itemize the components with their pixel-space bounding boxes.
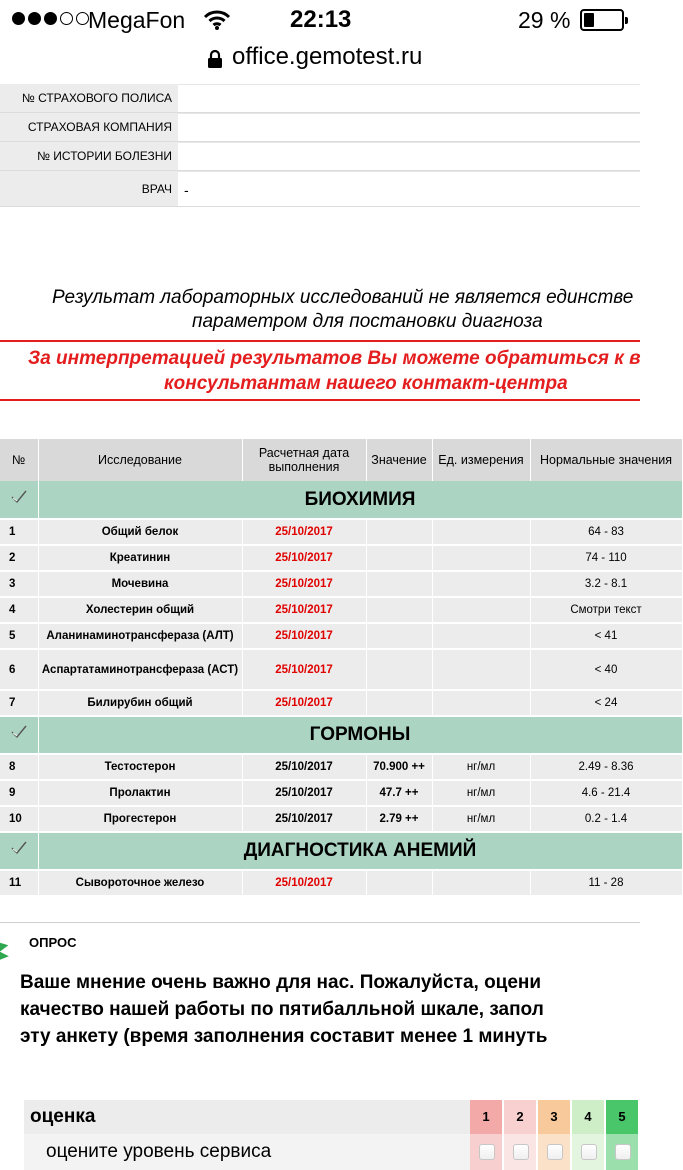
row-number: 10 xyxy=(0,806,38,832)
result-value: 70.900 ++ xyxy=(366,754,432,780)
normal-range: < 40 xyxy=(530,649,682,690)
info-row-policy xyxy=(0,84,640,113)
result-value: 47.7 ++ xyxy=(366,780,432,806)
disclaimer-note xyxy=(0,287,640,337)
result-unit: нг/мл xyxy=(432,806,530,832)
due-date: 25/10/2017 xyxy=(242,519,366,545)
normal-range: 64 - 83 xyxy=(530,519,682,545)
rating-cell xyxy=(504,1134,538,1170)
table-row xyxy=(0,623,682,649)
disclaimer-line: Результат лабораторных исследований не является единстве xyxy=(52,287,634,308)
due-date: 25/10/2017 xyxy=(242,571,366,597)
normal-range: 4.6 - 21.4 xyxy=(530,780,682,806)
row-number: 6 xyxy=(0,649,38,690)
study-name: Мочевина xyxy=(38,571,242,597)
table-row xyxy=(0,754,682,780)
result-value xyxy=(366,870,432,896)
normal-range: < 24 xyxy=(530,690,682,716)
info-row-doctor xyxy=(0,171,640,207)
survey-intro-line: качество нашей работы по пятибалльной шкале, запол xyxy=(20,999,544,1020)
study-name: Аспартатаминотрансфераза (АСТ) xyxy=(38,649,242,690)
rating-cell xyxy=(538,1134,572,1170)
checkmark-icon xyxy=(10,724,28,746)
row-number: 8 xyxy=(0,754,38,780)
info-value xyxy=(178,142,640,170)
table-row xyxy=(0,649,682,690)
info-value xyxy=(178,84,640,112)
battery-icon xyxy=(580,9,624,31)
due-date: 25/10/2017 xyxy=(242,870,366,896)
result-unit xyxy=(432,571,530,597)
normal-range: 3.2 - 8.1 xyxy=(530,571,682,597)
row-number: 9 xyxy=(0,780,38,806)
row-number: 7 xyxy=(0,690,38,716)
section-row xyxy=(0,481,682,519)
table-row xyxy=(0,519,682,545)
due-date: 25/10/2017 xyxy=(242,649,366,690)
rating-checkbox-3[interactable] xyxy=(547,1144,563,1160)
signal-strength-icon xyxy=(12,12,89,25)
result-unit: нг/мл xyxy=(432,780,530,806)
survey-title: ОПРОС xyxy=(29,935,77,950)
due-date: 25/10/2017 xyxy=(242,806,366,832)
result-value xyxy=(366,649,432,690)
table-row xyxy=(0,545,682,571)
row-number: 4 xyxy=(0,597,38,623)
survey-intro xyxy=(20,972,660,1072)
signal-dot xyxy=(60,12,73,25)
section-divider xyxy=(0,922,640,923)
col-header-study: Исследование xyxy=(38,439,242,481)
rating-header-label: оценка xyxy=(24,1100,470,1134)
study-name: Аланинаминотрансфераза (АЛТ) xyxy=(38,623,242,649)
rating-scale-label: 4 xyxy=(572,1100,606,1134)
result-unit xyxy=(432,690,530,716)
result-unit xyxy=(432,649,530,690)
row-number: 11 xyxy=(0,870,38,896)
rating-table xyxy=(24,1100,640,1170)
rating-cell xyxy=(572,1134,606,1170)
signal-dot xyxy=(12,12,25,25)
info-label: СТРАХОВАЯ КОМПАНИЯ xyxy=(0,113,178,141)
patient-info-table xyxy=(0,84,640,207)
due-date: 25/10/2017 xyxy=(242,690,366,716)
survey-icon xyxy=(0,940,6,962)
info-value: - xyxy=(178,171,640,206)
info-value xyxy=(178,113,640,141)
section-title: БИОХИМИЯ xyxy=(38,481,682,519)
result-value xyxy=(366,571,432,597)
section-title: ГОРМОНЫ xyxy=(38,716,682,754)
contact-center-note xyxy=(0,340,640,401)
result-unit xyxy=(432,545,530,571)
rating-cell xyxy=(606,1134,640,1170)
result-value xyxy=(366,519,432,545)
table-row xyxy=(0,597,682,623)
section-row xyxy=(0,832,682,870)
result-unit xyxy=(432,597,530,623)
rating-cell xyxy=(470,1134,504,1170)
study-name: Креатинин xyxy=(38,545,242,571)
signal-dot xyxy=(44,12,57,25)
col-header-unit: Ед. измерения xyxy=(432,439,530,481)
result-value: 2.79 ++ xyxy=(366,806,432,832)
row-number: 3 xyxy=(0,571,38,597)
rating-question: оцените уровень сервиса xyxy=(24,1134,470,1170)
result-value xyxy=(366,690,432,716)
col-header-norm: Нормальные значения xyxy=(530,439,682,481)
rating-checkbox-1[interactable] xyxy=(479,1144,495,1160)
info-label: № СТРАХОВОГО ПОЛИСА xyxy=(0,84,178,112)
due-date: 25/10/2017 xyxy=(242,754,366,780)
study-name: Холестерин общий xyxy=(38,597,242,623)
table-row xyxy=(0,690,682,716)
row-number: 1 xyxy=(0,519,38,545)
section-title: ДИАГНОСТИКА АНЕМИЙ xyxy=(38,832,682,870)
wifi-icon xyxy=(203,9,231,37)
table-row xyxy=(0,870,682,896)
rating-checkbox-5[interactable] xyxy=(615,1144,631,1160)
result-unit xyxy=(432,870,530,896)
normal-range: 11 - 28 xyxy=(530,870,682,896)
study-name: Тестостерон xyxy=(38,754,242,780)
table-row xyxy=(0,571,682,597)
result-value xyxy=(366,545,432,571)
lock-icon xyxy=(207,49,223,74)
signal-dot xyxy=(28,12,41,25)
section-check-cell xyxy=(0,481,38,519)
section-row xyxy=(0,716,682,754)
result-unit: нг/мл xyxy=(432,754,530,780)
rating-scale-label: 3 xyxy=(538,1100,572,1134)
info-row-insurer xyxy=(0,113,640,142)
row-number: 5 xyxy=(0,623,38,649)
row-number: 2 xyxy=(0,545,38,571)
disclaimer-line: параметром для постановки диагноза xyxy=(192,311,543,332)
normal-range: 74 - 110 xyxy=(530,545,682,571)
due-date: 25/10/2017 xyxy=(242,545,366,571)
info-label: № ИСТОРИИ БОЛЕЗНИ xyxy=(0,142,178,170)
results-header-row xyxy=(0,439,682,481)
normal-range: < 41 xyxy=(530,623,682,649)
rating-checkbox-4[interactable] xyxy=(581,1144,597,1160)
contact-note-line: консультантам нашего контакт-центра xyxy=(164,373,568,394)
page-url: office.gemotest.ru xyxy=(232,43,423,70)
table-row xyxy=(0,780,682,806)
rating-checkbox-2[interactable] xyxy=(513,1144,529,1160)
normal-range: 2.49 - 8.36 xyxy=(530,754,682,780)
checkmark-icon xyxy=(10,489,28,511)
due-date: 25/10/2017 xyxy=(242,597,366,623)
due-date: 25/10/2017 xyxy=(242,623,366,649)
checkmark-icon xyxy=(10,840,28,862)
address-bar[interactable] xyxy=(0,40,640,80)
carrier-name: MegaFon xyxy=(88,7,186,33)
study-name: Сывороточное железо xyxy=(38,870,242,896)
normal-range: 0.2 - 1.4 xyxy=(530,806,682,832)
survey-intro-line: Ваше мнение очень важно для нас. Пожалуйста, оцени xyxy=(20,972,542,993)
info-row-history xyxy=(0,142,640,171)
clock: 22:13 xyxy=(290,6,352,33)
col-header-date: Расчетная дата выполнения xyxy=(242,439,366,481)
col-header-num: № xyxy=(0,439,38,481)
info-label: ВРАЧ xyxy=(0,171,178,206)
section-check-cell xyxy=(0,832,38,870)
results-table xyxy=(0,439,673,897)
result-unit xyxy=(432,623,530,649)
battery-percent: 29 % xyxy=(518,7,571,33)
result-unit xyxy=(432,519,530,545)
study-name: Прогестерон xyxy=(38,806,242,832)
col-header-value: Значение xyxy=(366,439,432,481)
section-check-cell xyxy=(0,716,38,754)
result-value xyxy=(366,623,432,649)
status-bar xyxy=(0,0,640,40)
contact-note-line: За интерпретацией результатов Вы можете обратиться к в xyxy=(28,348,641,369)
study-name: Билирубин общий xyxy=(38,690,242,716)
rating-header-row xyxy=(24,1100,640,1134)
study-name: Пролактин xyxy=(38,780,242,806)
rating-question-row xyxy=(24,1134,640,1170)
survey-intro-line: эту анкету (время заполнения составит менее 1 минуть xyxy=(20,1026,548,1047)
rating-scale-label: 1 xyxy=(470,1100,504,1134)
due-date: 25/10/2017 xyxy=(242,780,366,806)
normal-range: Смотри текст xyxy=(530,597,682,623)
result-value xyxy=(366,597,432,623)
table-row xyxy=(0,806,682,832)
rating-scale-label: 5 xyxy=(606,1100,640,1134)
rating-scale-label: 2 xyxy=(504,1100,538,1134)
study-name: Общий белок xyxy=(38,519,242,545)
